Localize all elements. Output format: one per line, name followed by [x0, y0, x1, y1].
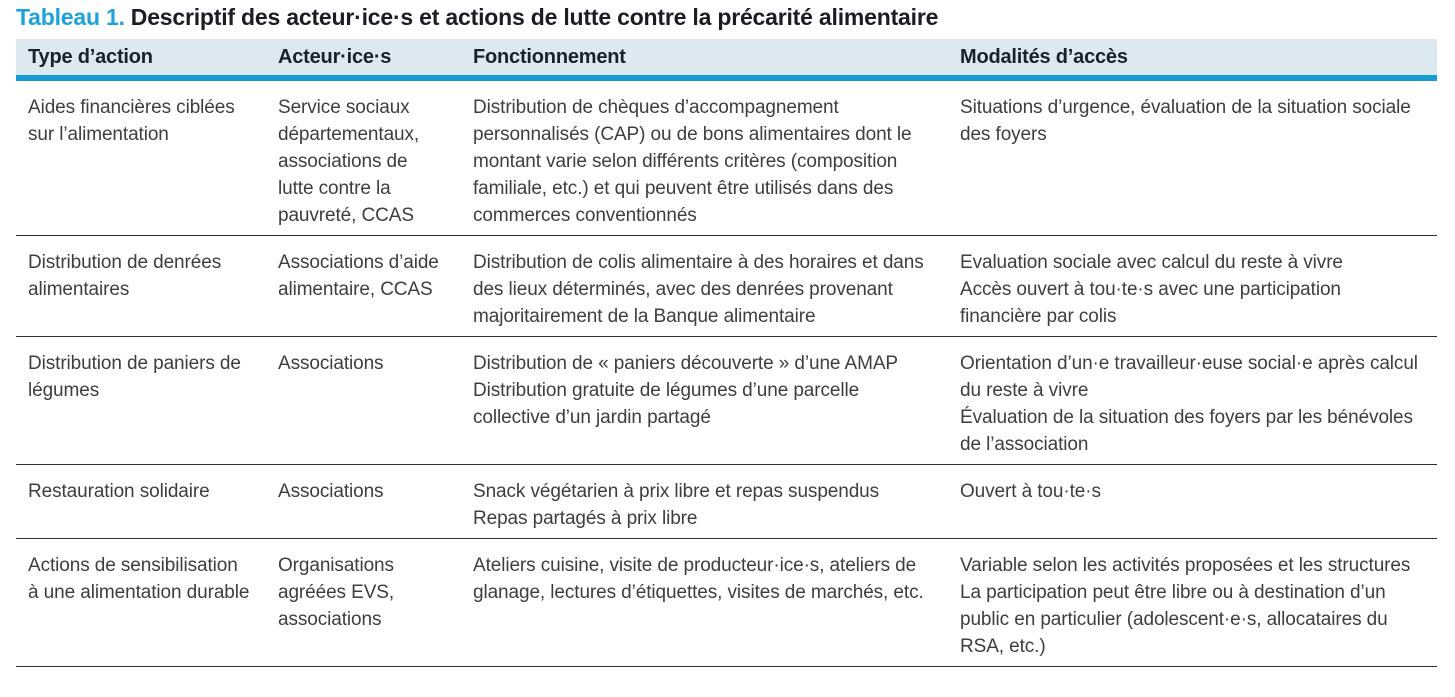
- cell-acteurs: [266, 539, 461, 666]
- cell-type-action: [16, 465, 266, 538]
- cell-modalites: [948, 337, 1437, 464]
- table-header-row: [16, 39, 1437, 81]
- cell-paragraph: Ateliers cuisine, visite de producteur·ice·s, ateliers de glanage, lectures d’étiquettes, visites de marchés, etc.: [473, 555, 924, 603]
- cell-paragraph: Evaluation sociale avec calcul du reste à vivre: [960, 252, 1343, 273]
- cell-paragraph: Distribution de « paniers découverte » d’une AMAP: [473, 353, 898, 374]
- cell-paragraph: Orientation d’un·e travailleur·euse social·e après calcul du reste à vivre: [960, 353, 1418, 401]
- cell-fonctionnement: [461, 236, 948, 336]
- cell-paragraph: Service sociaux départementaux, associations de lutte contre la pauvreté, CCAS: [278, 97, 420, 226]
- cell-modalites: [948, 465, 1437, 538]
- cell-type-action: [16, 539, 266, 666]
- cell-paragraph: Associations d’aide alimentaire, CCAS: [278, 252, 439, 300]
- cell-paragraph: Aides financières ciblées sur l’alimentation: [28, 97, 235, 145]
- cell-type-action: [16, 236, 266, 336]
- header-modalites-acces: Modalités d’accès: [960, 45, 1128, 68]
- cell-paragraph: Accès ouvert à tou·te·s avec une participation financière par colis: [960, 279, 1341, 327]
- table-title: [16, 3, 1437, 32]
- cell-paragraph: Organisations agréées EVS, associations: [278, 555, 395, 630]
- cell-paragraph: Associations: [278, 353, 384, 374]
- header-type-action: Type d’action: [28, 45, 153, 68]
- cell-fonctionnement: [461, 337, 948, 464]
- cell-modalites: [948, 81, 1437, 235]
- cell-paragraph: Associations: [278, 481, 384, 502]
- table-row: [16, 236, 1437, 337]
- cell-fonctionnement: [461, 539, 948, 666]
- table-row: [16, 337, 1437, 465]
- table-row: [16, 539, 1437, 667]
- cell-paragraph: Variable selon les activités proposées et les structures: [960, 555, 1411, 576]
- cell-paragraph: Repas partagés à prix libre: [473, 508, 698, 529]
- cell-paragraph: Distribution gratuite de légumes d’une parcelle collective d’un jardin partagé: [473, 380, 860, 428]
- cell-paragraph: La participation peut être libre ou à destination d’un public en particulier (adolescent·e·s, allocataires du RSA, etc.): [960, 582, 1388, 657]
- header-acteurs: Acteur·ice·s: [278, 45, 392, 68]
- cell-paragraph: Actions de sensibilisation à une alimentation durable: [28, 555, 250, 603]
- cell-paragraph: Ouvert à tou·te·s: [960, 481, 1101, 502]
- cell-paragraph: Évaluation de la situation des foyers par les bénévoles de l’association: [960, 407, 1413, 455]
- cell-acteurs: [266, 81, 461, 235]
- cell-paragraph: Distribution de denrées alimentaires: [28, 252, 222, 300]
- cell-type-action: [16, 81, 266, 235]
- cell-modalites: [948, 539, 1437, 666]
- cell-fonctionnement: [461, 465, 948, 538]
- table-body: [16, 81, 1437, 667]
- data-table: [16, 39, 1437, 667]
- cell-paragraph: Restauration solidaire: [28, 481, 210, 502]
- table-title-text: Descriptif des acteur·ice·s et actions de lutte contre la précarité alimentaire: [130, 4, 939, 30]
- table-row: [16, 81, 1437, 236]
- cell-acteurs: [266, 337, 461, 464]
- cell-paragraph: Distribution de colis alimentaire à des horaires et dans des lieux déterminés, avec des denrées provenant majoritairement de la Banque alimentaire: [473, 252, 924, 327]
- table-row: [16, 465, 1437, 539]
- cell-modalites: [948, 236, 1437, 336]
- cell-acteurs: [266, 236, 461, 336]
- header-fonctionnement: Fonctionnement: [473, 45, 626, 68]
- cell-type-action: [16, 337, 266, 464]
- table-title-number: Tableau 1.: [16, 4, 125, 30]
- cell-paragraph: Distribution de chèques d’accompagnement personnalisés (CAP) ou de bons alimentaires dont le montant varie selon différents critères (composition familiale, etc.) et qui peuvent être utilisés dans des commerces conventionnés: [473, 97, 912, 226]
- cell-paragraph: Distribution de paniers de légumes: [28, 353, 241, 401]
- cell-paragraph: Situations d’urgence, évaluation de la situation sociale des foyers: [960, 97, 1411, 145]
- cell-acteurs: [266, 465, 461, 538]
- cell-fonctionnement: [461, 81, 948, 235]
- cell-paragraph: Snack végétarien à prix libre et repas suspendus: [473, 481, 880, 502]
